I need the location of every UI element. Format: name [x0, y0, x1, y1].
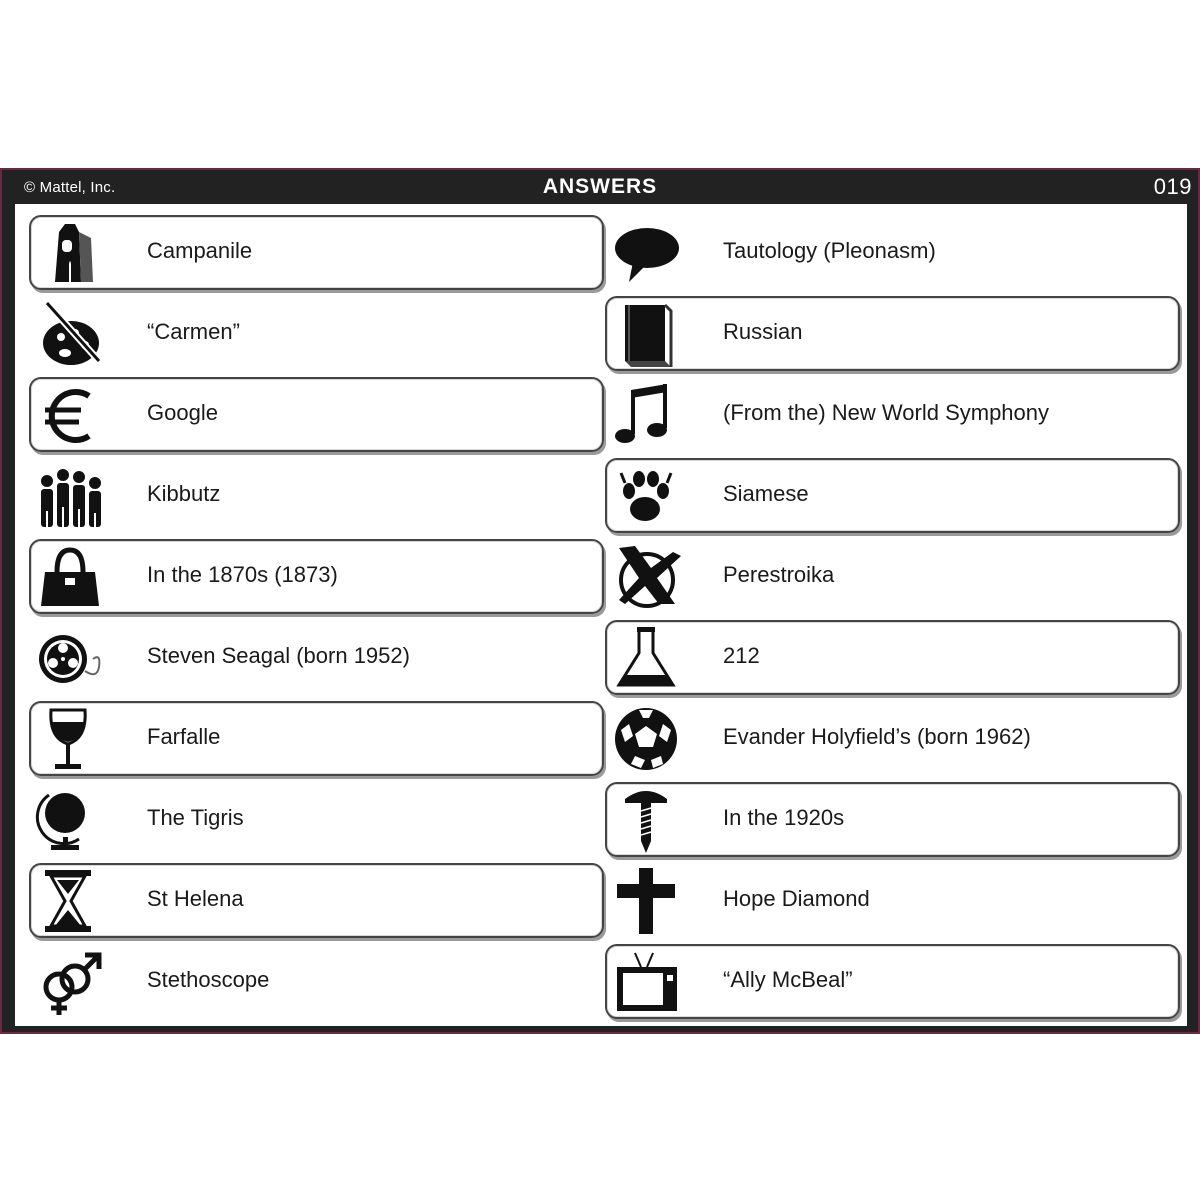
answer-text: 212: [723, 643, 760, 668]
answer-text: Kibbutz: [147, 481, 221, 506]
answer-text: Steven Seagal (born 1952): [147, 643, 410, 668]
answer-item: [605, 617, 1180, 698]
tower-icon: [35, 218, 105, 288]
answer-text: Russian: [723, 319, 803, 344]
answer-text: Campanile: [147, 238, 253, 263]
answer-item: [29, 779, 604, 860]
film-reel-icon: [35, 623, 105, 693]
answer-text: Google: [147, 400, 218, 425]
answer-box-frame: [605, 296, 1180, 371]
answer-box-frame: [605, 620, 1180, 695]
answer-item: [605, 860, 1180, 941]
speech-bubble-icon: [611, 218, 681, 288]
cross-icon: [611, 866, 681, 936]
answer-item: [605, 455, 1180, 536]
euro-sign-icon: [35, 380, 105, 450]
answer-text: “Ally McBeal”: [723, 967, 853, 992]
answer-item: [605, 536, 1180, 617]
hourglass-icon: [35, 866, 105, 936]
answer-box-frame: [29, 377, 604, 452]
answer-item: [29, 212, 604, 293]
answer-text: (From the) New World Symphony: [723, 400, 1050, 425]
answer-box-frame: [29, 215, 604, 290]
paint-palette-icon: [35, 299, 105, 369]
screw-icon: [611, 785, 681, 855]
book-icon: [611, 299, 681, 369]
answer-text: Perestroika: [723, 562, 835, 587]
answer-text: In the 1870s (1873): [147, 562, 338, 587]
globe-icon: [35, 785, 105, 855]
answer-text: Siamese: [723, 481, 809, 506]
answer-text: Farfalle: [147, 724, 221, 749]
television-icon: [611, 947, 681, 1017]
answer-item: [29, 617, 604, 698]
answer-text: St Helena: [147, 886, 244, 911]
left-answer-column: [29, 212, 604, 1022]
answer-text: The Tigris: [147, 805, 244, 830]
ballot-x-icon: [611, 542, 681, 612]
answer-box-frame: [29, 863, 604, 938]
soccer-ball-icon: [611, 704, 681, 774]
answer-text: Tautology (Pleonasm): [723, 238, 936, 263]
answer-text: Evander Holyfield’s (born 1962): [723, 724, 1031, 749]
answer-item: [29, 941, 604, 1022]
answer-box-frame: [605, 458, 1180, 533]
copyright-text: © Mattel, Inc.: [24, 179, 116, 196]
answer-text: “Carmen”: [147, 319, 240, 344]
answer-text: Hope Diamond: [723, 886, 870, 911]
card-header: [2, 170, 1198, 204]
answer-card: [0, 168, 1200, 1034]
answer-box-frame: [605, 782, 1180, 857]
answer-item: [605, 698, 1180, 779]
answer-item: [605, 293, 1180, 374]
answer-item: [605, 212, 1180, 293]
wine-glass-icon: [35, 704, 105, 774]
answer-item: [29, 455, 604, 536]
music-note-icon: [611, 380, 681, 450]
flask-icon: [611, 623, 681, 693]
card-number: 019: [1153, 174, 1192, 199]
answer-item: [29, 293, 604, 374]
page-title: ANSWERS: [542, 175, 658, 198]
answers-panel: [15, 204, 1187, 1026]
answer-item: [605, 374, 1180, 455]
paw-print-icon: [611, 461, 681, 531]
answer-item: [605, 941, 1180, 1022]
answer-text: Stethoscope: [147, 967, 270, 992]
answer-item: [29, 860, 604, 941]
people-group-icon: [35, 461, 105, 531]
right-answer-column: [605, 212, 1180, 1022]
answer-item: [29, 374, 604, 455]
gender-symbols-icon: [35, 947, 105, 1017]
answer-box-frame: [605, 944, 1180, 1019]
answer-item: [605, 779, 1180, 860]
answer-item: [29, 698, 604, 779]
handbag-icon: [35, 542, 105, 612]
answer-text: In the 1920s: [723, 805, 845, 830]
answer-box-frame: [29, 701, 604, 776]
answer-item: [29, 536, 604, 617]
